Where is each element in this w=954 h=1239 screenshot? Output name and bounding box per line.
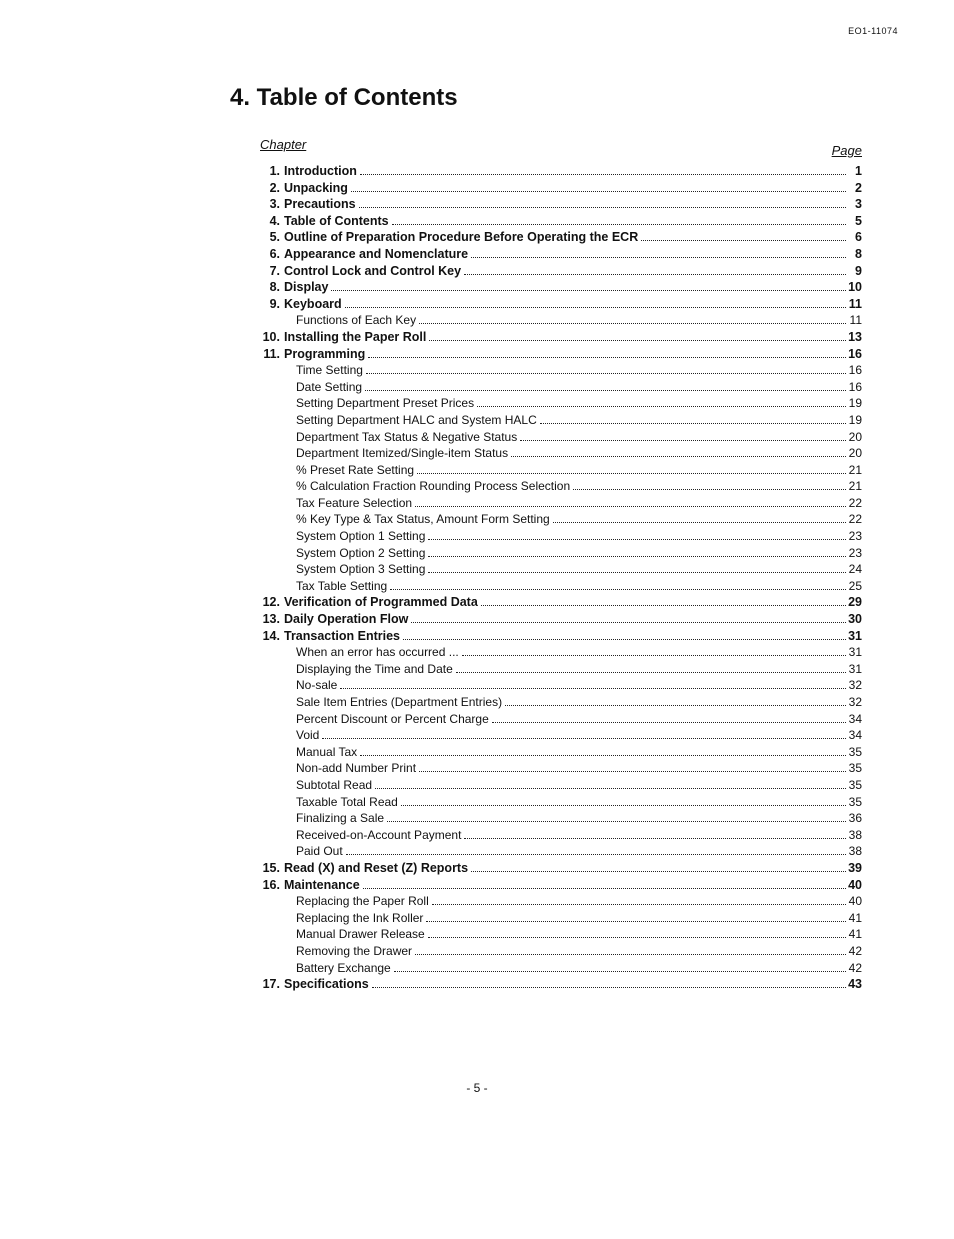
entry-title: Replacing the Paper Roll: [296, 894, 429, 909]
toc-chapter-entry: [250, 164, 862, 181]
page-title: 4. Table of Contents: [230, 84, 458, 111]
toc-chapter-entry: [250, 977, 862, 994]
entry-page-number: 36: [848, 811, 862, 826]
dot-leader: [641, 240, 846, 241]
dot-leader: [346, 854, 846, 855]
toc-subsection-entry: [250, 363, 862, 380]
entry-page-number: 31: [848, 628, 862, 643]
entry-number: 13.: [262, 612, 280, 627]
toc-chapter-entry: [250, 347, 862, 364]
toc-subsection-entry: [250, 446, 862, 463]
entry-page-number: 40: [848, 894, 862, 909]
entry-title: Removing the Drawer: [296, 943, 413, 958]
entry-number: 17.: [262, 977, 280, 992]
dot-leader: [464, 838, 846, 839]
toc-subsection-entry: [250, 396, 862, 413]
entry-page-number: 35: [848, 761, 862, 776]
dot-leader: [415, 506, 846, 507]
toc-subsection-entry: [250, 894, 862, 911]
dot-leader: [363, 888, 846, 889]
entry-page-number: 23: [848, 545, 862, 560]
toc-chapter-entry: [250, 878, 862, 895]
entry-title: Date Setting: [296, 379, 363, 394]
dot-leader: [471, 257, 846, 258]
entry-title: Displaying the Time and Date: [296, 661, 453, 676]
entry-number: 2.: [269, 180, 280, 195]
entry-title: Appearance and Nomenclature: [284, 246, 469, 261]
dot-leader: [464, 274, 846, 275]
dot-leader: [419, 771, 846, 772]
dot-leader: [387, 821, 846, 822]
entry-number: 16.: [262, 877, 280, 892]
dot-leader: [417, 473, 846, 474]
entry-number: 15.: [262, 860, 280, 875]
entry-page-number: 20: [848, 429, 862, 444]
dot-leader: [419, 323, 846, 324]
entry-page-number: 6: [855, 230, 862, 245]
toc-chapter-entry: [250, 595, 862, 612]
entry-page-number: 22: [848, 512, 862, 527]
toc-subsection-entry: [250, 778, 862, 795]
dot-leader: [368, 357, 846, 358]
entry-title: Outline of Preparation Procedure Before Operating the ECR: [284, 230, 639, 245]
entry-title: Transaction Entries: [284, 628, 401, 643]
toc-chapter-entry: [250, 629, 862, 646]
dot-leader: [428, 539, 846, 540]
entry-number: 5.: [269, 230, 280, 245]
entry-page-number: 35: [848, 777, 862, 792]
toc-chapter-entry: [250, 214, 862, 231]
entry-title: Installing the Paper Roll: [284, 329, 427, 344]
dot-leader: [428, 556, 846, 557]
toc-subsection-entry: [250, 911, 862, 928]
entry-page-number: 21: [848, 479, 862, 494]
dot-leader: [345, 307, 846, 308]
dot-leader: [394, 971, 846, 972]
entry-title: Void: [296, 728, 320, 743]
dot-leader: [411, 622, 846, 623]
dot-leader: [432, 904, 846, 905]
entry-title: Sale Item Entries (Department Entries): [296, 695, 503, 709]
toc-subsection-entry: [250, 712, 862, 729]
entry-title: Tax Table Setting: [296, 578, 388, 593]
entry-title: Specifications: [284, 977, 369, 992]
chapter-column-header: Chapter: [260, 137, 307, 152]
entry-title: Department Itemized/Single-item Status: [296, 446, 509, 461]
entry-title: System Option 3 Setting: [296, 562, 426, 577]
dot-leader: [429, 340, 846, 341]
toc-list: [250, 164, 862, 994]
toc-subsection-entry: [250, 413, 862, 430]
entry-page-number: 8: [855, 246, 862, 261]
dot-leader: [492, 722, 846, 723]
toc-subsection-entry: [250, 728, 862, 745]
toc-subsection-entry: [250, 479, 862, 496]
entry-title: Time Setting: [296, 363, 363, 378]
entry-title: Display: [284, 280, 329, 295]
toc-subsection-entry: [250, 512, 862, 529]
dot-leader: [471, 871, 846, 872]
toc-chapter-entry: [250, 297, 862, 314]
entry-page-number: 22: [848, 495, 862, 510]
entry-number: 14.: [262, 628, 280, 643]
entry-page-number: 35: [848, 744, 862, 759]
entry-page-number: 9: [855, 263, 862, 278]
entry-number: 6.: [269, 246, 280, 261]
dot-leader: [553, 522, 846, 523]
entry-page-number: 25: [848, 578, 862, 593]
entry-page-number: 16: [848, 379, 862, 394]
toc-subsection-entry: [250, 811, 862, 828]
toc-chapter-entry: [250, 280, 862, 297]
entry-title: Keyboard: [284, 296, 342, 311]
entry-page-number: 30: [848, 612, 862, 627]
toc-subsection-entry: [250, 579, 862, 596]
entry-title: Paid Out: [296, 844, 343, 859]
entry-page-number: 23: [848, 529, 862, 544]
toc-subsection-entry: [250, 844, 862, 861]
entry-page-number: 40: [848, 877, 862, 892]
entry-page-number: 16: [848, 346, 862, 361]
entry-title: Percent Discount or Percent Charge: [296, 711, 489, 726]
entry-title: Read (X) and Reset (Z) Reports: [284, 860, 469, 875]
toc-subsection-entry: [250, 944, 862, 961]
entry-page-number: 3: [855, 197, 862, 212]
entry-title: Manual Drawer Release: [296, 927, 425, 942]
entry-title: Tax Feature Selection: [296, 495, 413, 510]
toc-subsection-entry: [250, 795, 862, 812]
dot-leader: [428, 937, 846, 938]
entry-title: Maintenance: [284, 877, 360, 892]
dot-leader: [415, 954, 846, 955]
entry-page-number: 29: [848, 595, 862, 610]
entry-title: Battery Exchange: [296, 960, 391, 975]
dot-leader: [403, 639, 846, 640]
entry-number: 9.: [269, 296, 280, 311]
entry-title: Verification of Programmed Data: [284, 595, 478, 610]
dot-leader: [540, 423, 846, 424]
entry-page-number: 2: [855, 180, 862, 195]
toc-subsection-entry: [250, 463, 862, 480]
dot-leader: [511, 456, 846, 457]
entry-page-number: 20: [848, 446, 862, 461]
dot-leader: [365, 390, 846, 391]
entry-page-number: 38: [848, 844, 862, 859]
dot-leader: [401, 805, 846, 806]
toc-subsection-entry: [250, 380, 862, 397]
dot-leader: [375, 788, 846, 789]
dot-leader: [456, 672, 846, 673]
toc-chapter-entry: [250, 181, 862, 198]
entry-title: Daily Operation Flow: [284, 612, 409, 627]
toc-subsection-entry: [250, 313, 862, 330]
entry-page-number: 31: [848, 645, 862, 660]
entry-number: 4.: [269, 213, 280, 228]
entry-title: Manual Tax: [296, 744, 358, 759]
dot-leader: [520, 440, 846, 441]
entry-title: Setting Department Preset Prices: [296, 396, 475, 411]
entry-number: 3.: [269, 197, 280, 212]
entry-page-number: 32: [848, 695, 862, 709]
toc-subsection-entry: [250, 430, 862, 447]
page-column-header: Page: [831, 143, 862, 158]
toc-chapter-entry: [250, 330, 862, 347]
entry-title: Precautions: [284, 197, 356, 212]
dot-leader: [359, 207, 846, 208]
dot-leader: [351, 191, 846, 192]
entry-title: Received-on-Account Payment: [296, 827, 462, 842]
entry-title: Taxable Total Read: [296, 794, 398, 809]
toc-subsection-entry: [250, 662, 862, 679]
toc-subsection-entry: [250, 645, 862, 662]
entry-page-number: 42: [848, 960, 862, 975]
entry-title: Non-add Number Print: [296, 761, 417, 776]
entry-page-number: 31: [848, 661, 862, 676]
entry-page-number: 1: [855, 164, 862, 178]
dot-leader: [426, 921, 846, 922]
entry-page-number: 43: [848, 977, 862, 992]
entry-title: Setting Department HALC and System HALC: [296, 412, 537, 427]
toc-subsection-entry: [250, 828, 862, 845]
entry-page-number: 42: [848, 943, 862, 958]
entry-number: 11.: [263, 346, 280, 361]
entry-title: Finalizing a Sale: [296, 811, 385, 826]
entry-title: Unpacking: [284, 180, 348, 195]
toc-subsection-entry: [250, 927, 862, 944]
toc-subsection-entry: [250, 546, 862, 563]
entry-title: % Calculation Fraction Rounding Process Selection: [296, 479, 571, 494]
entry-title: Functions of Each Key: [296, 313, 417, 328]
toc-subsection-entry: [250, 761, 862, 778]
entry-title: When an error has occurred ...: [296, 645, 459, 660]
toc-subsection-entry: [250, 562, 862, 579]
entry-title: Table of Contents: [284, 213, 389, 228]
dot-leader: [360, 755, 846, 756]
entry-page-number: 10: [848, 280, 862, 295]
toc-subsection-entry: [250, 745, 862, 762]
toc-chapter-entry: [250, 197, 862, 214]
entry-title: No-sale: [296, 678, 338, 693]
dot-leader: [366, 373, 846, 374]
entry-page-number: 38: [848, 827, 862, 842]
dot-leader: [331, 290, 846, 291]
dot-leader: [573, 489, 846, 490]
entry-number: 8.: [269, 280, 280, 295]
toc-chapter-entry: [250, 247, 862, 264]
toc-subsection-entry: [250, 496, 862, 513]
entry-page-number: 11: [848, 296, 862, 311]
dot-leader: [481, 605, 846, 606]
dot-leader: [322, 738, 846, 739]
toc-chapter-entry: [250, 264, 862, 281]
entry-page-number: 5: [855, 213, 862, 228]
entry-title: % Preset Rate Setting: [296, 462, 415, 477]
entry-page-number: 19: [848, 396, 862, 411]
toc-subsection-entry: [250, 695, 862, 712]
toc-subsection-entry: [250, 678, 862, 695]
dot-leader: [390, 589, 846, 590]
entry-page-number: 32: [848, 678, 862, 693]
entry-page-number: 41: [848, 910, 862, 925]
dot-leader: [462, 655, 846, 656]
entry-page-number: 16: [848, 363, 862, 378]
entry-number: 12.: [262, 595, 280, 610]
entry-title: Department Tax Status & Negative Status: [296, 429, 518, 444]
entry-page-number: 41: [848, 927, 862, 942]
entry-page-number: 34: [848, 728, 862, 743]
toc-chapter-entry: [250, 861, 862, 878]
toc-subsection-entry: [250, 961, 862, 978]
toc-chapter-entry: [250, 230, 862, 247]
dot-leader: [340, 688, 846, 689]
dot-leader: [477, 406, 846, 407]
dot-leader: [428, 572, 846, 573]
dot-leader: [360, 174, 846, 175]
entry-title: System Option 2 Setting: [296, 545, 426, 560]
entry-title: Introduction: [284, 164, 357, 178]
entry-title: % Key Type & Tax Status, Amount Form Setting: [296, 512, 550, 527]
entry-page-number: 13: [848, 329, 862, 344]
toc-subsection-entry: [250, 529, 862, 546]
page-number: - 5 -: [466, 1081, 488, 1095]
entry-page-number: 21: [848, 462, 862, 477]
entry-page-number: 24: [848, 562, 862, 577]
document-id: EO1-11074: [848, 26, 898, 36]
entry-title: Programming: [284, 346, 366, 361]
entry-page-number: 35: [848, 794, 862, 809]
dot-leader: [505, 705, 846, 706]
toc-chapter-entry: [250, 612, 862, 629]
entry-number: 10.: [262, 329, 280, 344]
entry-page-number: 11: [849, 313, 862, 328]
entry-page-number: 39: [848, 860, 862, 875]
entry-title: Subtotal Read: [296, 777, 373, 792]
entry-title: System Option 1 Setting: [296, 529, 426, 544]
dot-leader: [392, 224, 846, 225]
entry-page-number: 34: [848, 711, 862, 726]
entry-number: 1.: [269, 164, 280, 178]
entry-number: 7.: [269, 263, 280, 278]
entry-title: Control Lock and Control Key: [284, 263, 462, 278]
dot-leader: [372, 987, 846, 988]
entry-page-number: 19: [848, 412, 862, 427]
entry-title: Replacing the Ink Roller: [296, 910, 424, 925]
